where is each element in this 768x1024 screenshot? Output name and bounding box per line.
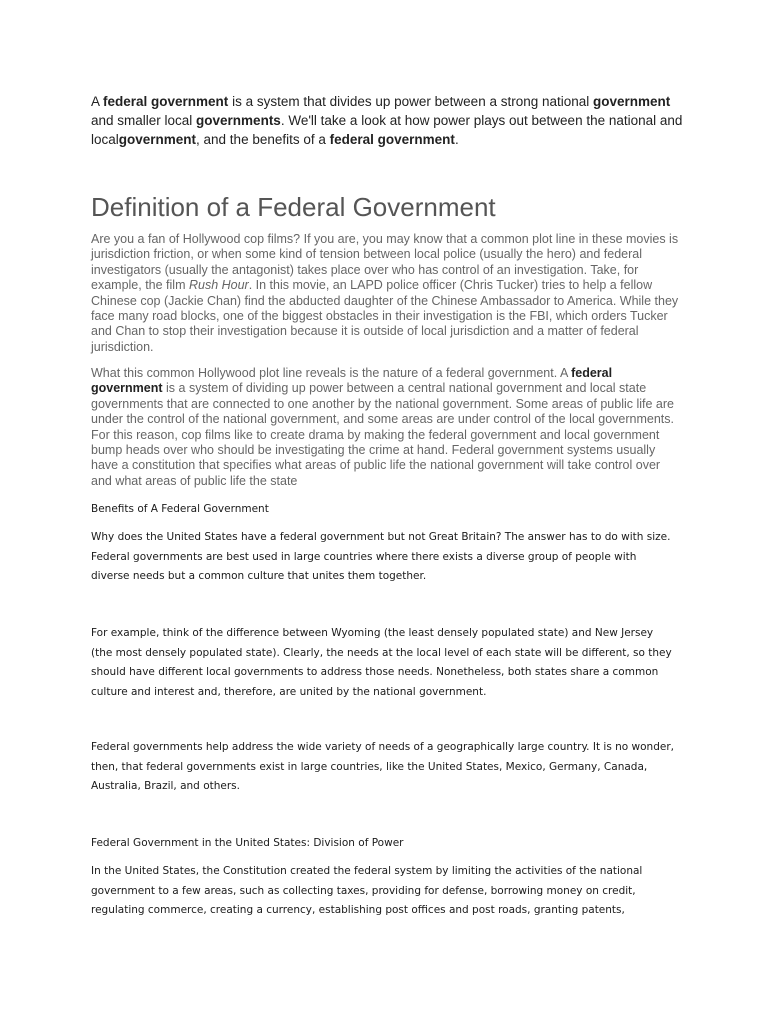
intro-bold-term: federal government: [329, 132, 455, 147]
benefits-paragraph-2: For example, think of the difference between Wyoming (the least densely populated state) and New Jersey (the most densely populated state). Clearly, the needs at the local level of each state will be different, so they should have different local governments to address those needs. Nonetheless, both states share a common culture and interest and, therefore, are united by the national government.: [91, 627, 672, 698]
paragraph-text: Are you a fan of Hollywood cop films? If you are, you may know that a common plot line in these movies is jurisdiction friction, or when some kind of tension between local police (usually the hero) and federal investigators (usually the antagonist) takes place over who has control of an investigation. Take, for example, the film: [91, 232, 679, 293]
intro-bold-term: government: [593, 94, 671, 109]
intro-text: .: [454, 132, 459, 147]
intro-text: A: [91, 94, 104, 109]
definition-heading: Definition of a Federal Government: [91, 192, 496, 222]
intro-text: . We'll take a look at how power plays out between the national and local: [91, 113, 683, 147]
film-title: Rush Hour: [188, 278, 249, 293]
definition-paragraph-2: [91, 366, 683, 489]
paragraph-text: is a system of dividing up power between a central national government and local state governments that are connected to one another by the national government. Some areas of public life are under the control of the national government, and some areas are under control of the local governments. For this reason, cop films like to create drama by making the federal government and local government bump heads over who should be investigating the crime at hand. Federal government systems usually have a constitution that specifies what areas of public life the national government will take control over and what areas of public life the state: [91, 381, 675, 488]
definition-paragraph-1: [91, 232, 683, 355]
bold-term: federal government: [91, 366, 613, 396]
division-paragraph-1: In the United States, the Constitution created the federal system by limiting the activities of the national government to a few areas, such as collecting taxes, providing for defense, borrowing money on credit, regulating commerce, creating a currency, establishing post offices and post roads, granting patents,: [91, 865, 643, 916]
benefits-paragraph-3: Federal governments help address the wide variety of needs of a geographically large country. It is no wonder, then, that federal governments exist in large countries, like the United States, Mexico, Germany, Canada, Australia, Brazil, and others.: [91, 741, 674, 792]
intro-bold-term: federal government: [103, 94, 229, 109]
paragraph-text: What this common Hollywood plot line reveals is the nature of a federal government. A: [91, 366, 572, 380]
intro-paragraph: [91, 92, 691, 149]
intro-bold-term: governments: [196, 113, 281, 128]
intro-text: and smaller local: [91, 113, 197, 128]
intro-text: is a system that divides up power between a strong national: [228, 94, 594, 109]
division-heading: Federal Government in the United States: Division of Power: [91, 837, 404, 849]
benefits-paragraph-1: Why does the United States have a federal government but not Great Britain? The answer has to do with size. Federal governments are best used in large countries where there exists a diverse group of people with diverse needs but a common culture that unites them together.: [91, 531, 671, 582]
intro-text: , and the benefits of a: [196, 132, 330, 147]
intro-bold-term: government: [118, 132, 197, 147]
benefits-heading: Benefits of A Federal Government: [91, 503, 269, 515]
paragraph-text: . In this movie, an LAPD police officer (Chris Tucker) tries to help a fellow Chinese cop (Jackie Chan) find the abducted daughter of the Chinese Ambassador to America. While they face many road blocks, one of the biggest obstacles in their investigation is the FBI, which orders Tucker and Chan to stop their investigation because it is outside of local jurisdiction and a matter of federal jurisdiction.: [91, 278, 679, 354]
